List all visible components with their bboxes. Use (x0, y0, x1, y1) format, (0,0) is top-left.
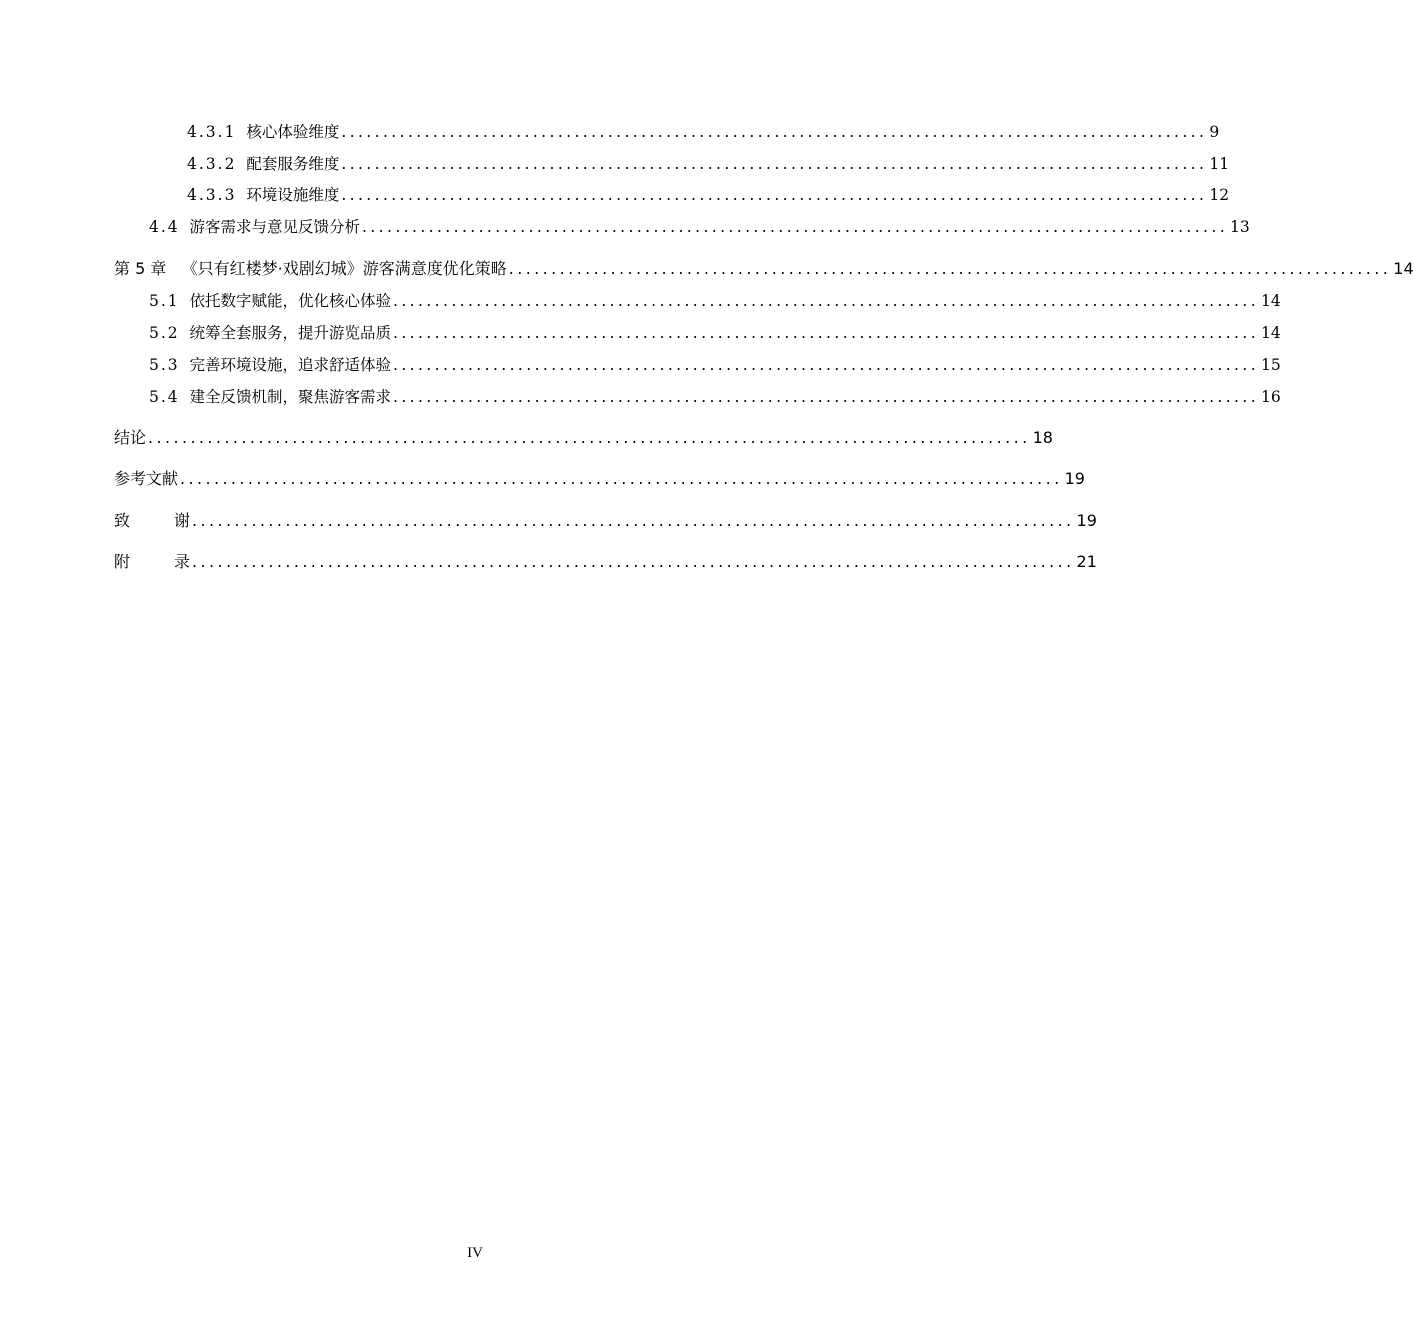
toc-leader-dots: ........................................................................................................ (180, 469, 1063, 488)
toc-leader-dots: ........................................................................................................ (393, 356, 1260, 374)
toc-entry-5-3[interactable] (149, 353, 1281, 377)
toc-page-number: 19 (1076, 511, 1097, 530)
toc-entry-label: 5.4 建全反馈机制，聚焦游客需求 (149, 388, 392, 406)
toc-leader-dots: ........................................................................................................ (393, 388, 1260, 406)
toc-entry-4-4[interactable] (149, 215, 1250, 239)
toc-entry-acknowledgements[interactable] (114, 509, 1097, 533)
toc-entry-label: 4.3.2 配套服务维度 (187, 155, 340, 173)
toc-page-number: 14 (1393, 259, 1414, 278)
toc-entry-5-2[interactable] (149, 321, 1281, 345)
toc-page-number: 11 (1209, 155, 1230, 173)
table-of-contents (0, 0, 1414, 600)
toc-leader-dots: ........................................................................................................ (393, 324, 1260, 342)
toc-page-number: 14 (1261, 292, 1281, 310)
toc-page-number: 9 (1209, 123, 1220, 141)
toc-page-number: 12 (1209, 186, 1230, 204)
toc-entry-references[interactable] (114, 467, 1085, 491)
toc-entry-label: 4.3.1 核心体验维度 (187, 123, 340, 141)
toc-entry-label: 附 录 (114, 552, 190, 571)
toc-page-number: 13 (1230, 218, 1250, 236)
toc-page-number: 15 (1261, 356, 1281, 374)
toc-leader-dots: ........................................................................................................ (508, 259, 1392, 278)
toc-entry-5-1[interactable] (149, 289, 1281, 313)
toc-leader-dots: ........................................................................................................ (393, 292, 1260, 310)
toc-leader-dots: ........................................................................................................ (341, 186, 1208, 204)
toc-entry-appendix[interactable] (114, 550, 1097, 574)
toc-entry-label: 结论 (114, 428, 147, 447)
toc-leader-dots: ........................................................................................................ (341, 123, 1208, 141)
toc-entry-4-3-2[interactable] (187, 152, 1230, 176)
toc-leader-dots: ........................................................................................................ (192, 511, 1075, 530)
toc-leader-dots: ........................................................................................................ (341, 155, 1208, 173)
toc-entry-label: 第 5 章 《只有红楼梦·戏剧幻城》游客满意度优化策略 (114, 259, 507, 278)
toc-entry-label: 致 谢 (114, 511, 190, 530)
toc-leader-dots: ........................................................................................................ (192, 552, 1075, 571)
toc-leader-dots: ........................................................................................................ (362, 218, 1229, 236)
toc-entry-5-4[interactable] (149, 385, 1281, 409)
toc-page-number: 18 (1032, 428, 1053, 447)
toc-page-number: 21 (1076, 552, 1097, 571)
page-footer-number: IV (467, 1245, 483, 1261)
toc-entry-label: 4.4 游客需求与意见反馈分析 (149, 218, 361, 236)
toc-entry-label: 5.2 统筹全套服务，提升游览品质 (149, 324, 392, 342)
toc-entry-label: 4.3.3 环境设施维度 (187, 186, 340, 204)
toc-entry-label: 5.3 完善环境设施，追求舒适体验 (149, 356, 392, 374)
toc-entry-4-3-1[interactable] (187, 120, 1220, 144)
toc-page-number: 19 (1064, 469, 1085, 488)
toc-entry-label: 参考文献 (114, 469, 179, 488)
toc-entry-chapter-5[interactable] (114, 257, 1414, 281)
toc-leader-dots: ........................................................................................................ (148, 428, 1031, 447)
toc-page-number: 14 (1261, 324, 1281, 342)
toc-entry-4-3-3[interactable] (187, 183, 1230, 207)
toc-entry-conclusion[interactable] (114, 426, 1053, 450)
toc-page-number: 16 (1261, 388, 1281, 406)
toc-entry-label: 5.1 依托数字赋能，优化核心体验 (149, 292, 392, 310)
